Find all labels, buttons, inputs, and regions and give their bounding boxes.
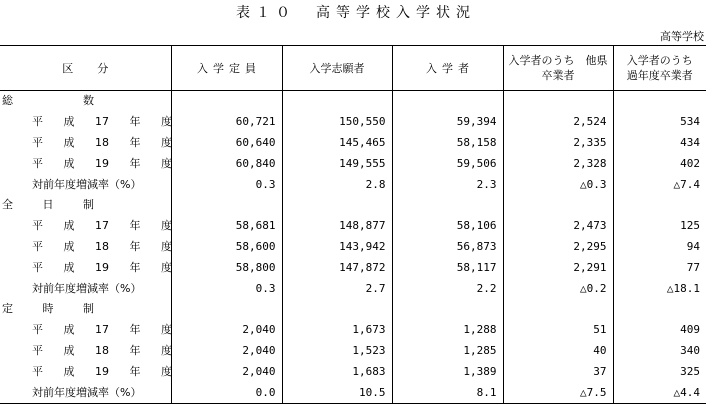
year-label-part: 度 [161, 364, 172, 378]
year-label-part: 度 [161, 115, 172, 129]
rate-row [0, 174, 706, 195]
empty-cell [392, 91, 503, 112]
year-label [0, 154, 172, 174]
admission-table [0, 45, 706, 404]
rate-value-cell: 2.2 [392, 278, 503, 299]
year-label-part: 度 [161, 239, 172, 253]
value-cell: 402 [613, 153, 706, 174]
value-cell: 340 [613, 341, 706, 362]
rate-row [0, 278, 706, 299]
value-cell: 1,389 [392, 361, 503, 382]
header-other-prefecture-line2: 卒業者 [541, 69, 575, 82]
rate-row [0, 382, 706, 403]
year-label-part: 成 [63, 156, 75, 170]
empty-cell [282, 299, 392, 320]
group-label-char: 日 [42, 198, 54, 212]
value-cell: 143,942 [282, 237, 392, 258]
empty-cell [503, 91, 613, 112]
group-row [0, 299, 706, 320]
rate-value-cell: △0.2 [503, 278, 613, 299]
value-cell: 58,158 [392, 133, 503, 154]
table-row [0, 216, 706, 237]
value-cell: 77 [613, 257, 706, 278]
year-label-part: 度 [161, 219, 172, 233]
value-cell: 2,328 [503, 153, 613, 174]
value-cell: 150,550 [282, 112, 392, 133]
year-label-part: 平 [32, 239, 43, 253]
year-label [0, 112, 172, 132]
value-cell: 2,040 [171, 361, 282, 382]
group-label-text [0, 91, 94, 111]
empty-cell [613, 91, 706, 112]
rate-label-cell [0, 174, 171, 195]
value-cell: 51 [503, 320, 613, 341]
year-label-part: 年 [129, 260, 141, 274]
year-label-part: 年 [129, 323, 141, 337]
empty-cell [282, 91, 392, 112]
row-label [0, 216, 171, 237]
year-label-part: 19 [95, 364, 109, 378]
value-cell: 40 [503, 341, 613, 362]
year-label [0, 237, 172, 257]
rate-value-cell: △0.3 [503, 174, 613, 195]
value-cell: 2,335 [503, 133, 613, 154]
group-label-text [0, 299, 94, 319]
value-cell: 2,295 [503, 237, 613, 258]
value-cell: 2,473 [503, 216, 613, 237]
rate-label: 対前年度増減率（%） [32, 281, 142, 295]
page-title: 表１０ 高等学校入学状況 [236, 5, 476, 21]
year-label-part: 成 [63, 323, 75, 337]
group-label-char: 数 [83, 94, 94, 108]
table-row [0, 133, 706, 154]
value-cell: 534 [613, 112, 706, 133]
value-cell: 149,555 [282, 153, 392, 174]
group-label-text [0, 195, 94, 215]
empty-cell [282, 195, 392, 216]
value-cell: 56,873 [392, 237, 503, 258]
year-label-part: 平 [32, 219, 43, 233]
value-cell: 60,640 [171, 133, 282, 154]
rate-value-cell: △7.4 [613, 174, 706, 195]
value-cell: 1,288 [392, 320, 503, 341]
rate-label: 対前年度増減率（%） [32, 385, 142, 399]
group-label-char: 制 [83, 302, 94, 316]
empty-cell [503, 195, 613, 216]
empty-cell [503, 299, 613, 320]
value-cell: 325 [613, 361, 706, 382]
group-label [0, 195, 171, 216]
rate-value-cell: △18.1 [613, 278, 706, 299]
table-row [0, 153, 706, 174]
year-label-part: 年 [129, 135, 141, 149]
year-label-part: 平 [32, 364, 43, 378]
row-label [0, 112, 171, 133]
value-cell: 1,683 [282, 361, 392, 382]
year-label-part: 年 [129, 364, 141, 378]
year-label-part: 度 [161, 343, 172, 357]
table-row [0, 237, 706, 258]
header-other-prefecture [503, 46, 613, 91]
year-label-part: 18 [95, 343, 109, 357]
value-cell: 59,394 [392, 112, 503, 133]
value-cell: 409 [613, 320, 706, 341]
empty-cell [171, 195, 282, 216]
year-label-part: 18 [95, 135, 109, 149]
header-row [0, 46, 706, 91]
empty-cell [171, 299, 282, 320]
year-label-part: 年 [129, 219, 141, 233]
year-label-part: 成 [63, 343, 75, 357]
value-cell: 60,721 [171, 112, 282, 133]
year-label-part: 平 [32, 260, 43, 274]
rate-value-cell: 0.3 [171, 278, 282, 299]
group-label-char: 総 [2, 94, 13, 108]
year-label-part: 平 [32, 323, 43, 337]
year-label-part: 19 [95, 156, 109, 170]
row-label [0, 237, 171, 258]
rate-value-cell: 8.1 [392, 382, 503, 403]
table-row [0, 320, 706, 341]
year-label-part: 平 [32, 343, 43, 357]
rate-label-cell [0, 382, 171, 403]
value-cell: 37 [503, 361, 613, 382]
year-label-part: 度 [161, 135, 172, 149]
value-cell: 147,872 [282, 257, 392, 278]
table-row [0, 361, 706, 382]
year-label [0, 320, 172, 340]
value-cell: 2,040 [171, 341, 282, 362]
value-cell: 94 [613, 237, 706, 258]
year-label-part: 成 [63, 260, 75, 274]
row-label [0, 361, 171, 382]
value-cell: 145,465 [282, 133, 392, 154]
value-cell: 59,506 [392, 153, 503, 174]
year-label-part: 17 [95, 115, 109, 129]
group-label [0, 299, 171, 320]
row-label [0, 257, 171, 278]
empty-cell [613, 299, 706, 320]
year-label [0, 341, 172, 361]
rate-value-cell: 2.3 [392, 174, 503, 195]
row-label [0, 320, 171, 341]
value-cell: 2,291 [503, 257, 613, 278]
group-label-char: 定 [2, 302, 13, 316]
value-cell: 148,877 [282, 216, 392, 237]
year-label [0, 133, 172, 153]
value-cell: 58,117 [392, 257, 503, 278]
year-label [0, 258, 172, 278]
rate-label: 対前年度増減率（%） [32, 177, 142, 191]
year-label-part: 成 [63, 239, 75, 253]
empty-cell [392, 195, 503, 216]
value-cell: 58,600 [171, 237, 282, 258]
rate-value-cell: △7.5 [503, 382, 613, 403]
table-row [0, 112, 706, 133]
year-label-part: 年 [129, 115, 141, 129]
year-label-part: 度 [161, 260, 172, 274]
year-label-part: 年 [129, 239, 141, 253]
header-capacity: 入学定員 [171, 46, 282, 91]
header-kubun: 区分 [0, 46, 171, 91]
year-label-part: 平 [32, 135, 43, 149]
year-label-part: 19 [95, 260, 109, 274]
year-label-part: 成 [63, 219, 75, 233]
group-label [0, 91, 171, 112]
value-cell: 1,523 [282, 341, 392, 362]
rate-value-cell: 10.5 [282, 382, 392, 403]
year-label-part: 年 [129, 343, 141, 357]
header-past-graduates-line1: 入学者のうち [626, 54, 693, 67]
row-label [0, 341, 171, 362]
group-row [0, 195, 706, 216]
value-cell: 125 [613, 216, 706, 237]
table-body [0, 91, 706, 404]
year-label [0, 216, 172, 236]
header-past-graduates-line2: 過年度卒業者 [626, 69, 693, 82]
table-row [0, 257, 706, 278]
year-label [0, 362, 172, 382]
year-label-part: 17 [95, 219, 109, 233]
value-cell: 58,681 [171, 216, 282, 237]
value-cell: 1,673 [282, 320, 392, 341]
value-cell: 2,524 [503, 112, 613, 133]
header-past-graduates [613, 46, 706, 91]
empty-cell [392, 299, 503, 320]
group-label-char: 制 [83, 198, 94, 212]
empty-cell [171, 91, 282, 112]
year-label-part: 年 [129, 156, 141, 170]
row-label [0, 153, 171, 174]
group-label-char: 全 [2, 198, 13, 212]
group-row [0, 91, 706, 112]
value-cell: 1,285 [392, 341, 503, 362]
rate-label-cell [0, 278, 171, 299]
year-label-part: 平 [32, 115, 43, 129]
year-label-part: 成 [63, 135, 75, 149]
year-label-part: 度 [161, 323, 172, 337]
row-label [0, 133, 171, 154]
rate-value-cell: 0.3 [171, 174, 282, 195]
value-cell: 58,106 [392, 216, 503, 237]
year-label-part: 平 [32, 156, 43, 170]
rate-value-cell: 2.8 [282, 174, 392, 195]
value-cell: 58,800 [171, 257, 282, 278]
header-enrolled: 入学者 [392, 46, 503, 91]
empty-cell [613, 195, 706, 216]
year-label-part: 成 [63, 115, 75, 129]
header-applicants: 入学志願者 [282, 46, 392, 91]
value-cell: 2,040 [171, 320, 282, 341]
rate-value-cell: 0.0 [171, 382, 282, 403]
unit-label: 高等学校 [660, 30, 704, 43]
year-label-part: 度 [161, 156, 172, 170]
year-label-part: 17 [95, 323, 109, 337]
value-cell: 434 [613, 133, 706, 154]
value-cell: 60,840 [171, 153, 282, 174]
year-label-part: 18 [95, 239, 109, 253]
table-row [0, 341, 706, 362]
header-other-prefecture-line1: 入学者のうち 他県 [508, 54, 608, 67]
group-label-char: 時 [42, 302, 54, 316]
year-label-part: 成 [63, 364, 75, 378]
rate-value-cell: 2.7 [282, 278, 392, 299]
rate-value-cell: △4.4 [613, 382, 706, 403]
